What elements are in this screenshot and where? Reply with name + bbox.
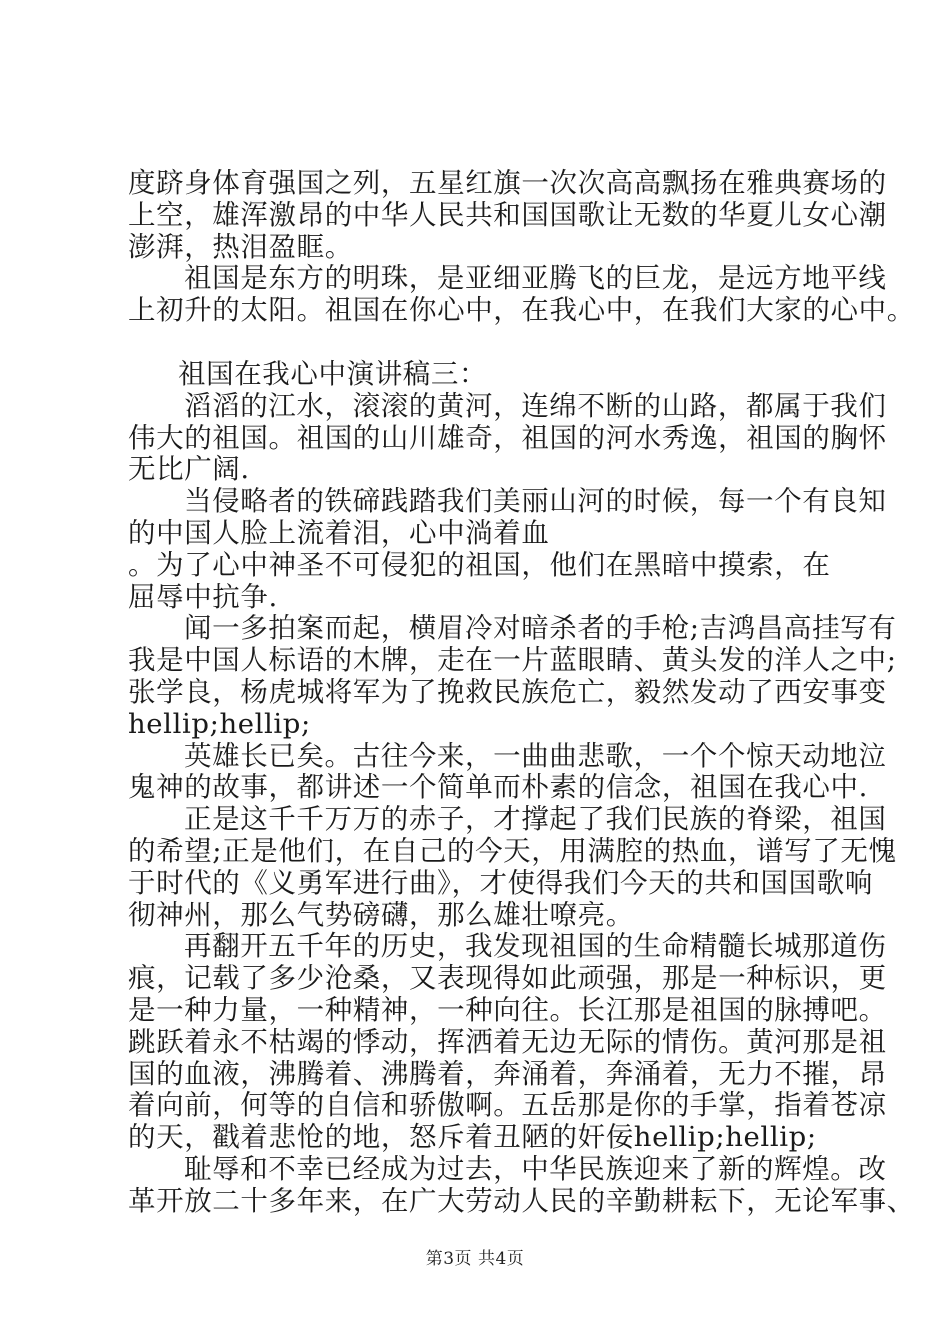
text-line: 上空，雄浑激昂的中华人民共和国国歌让无数的华夏儿女心潮 xyxy=(128,198,887,231)
text-line: 彻神州，那么气势磅礴，那么雄壮嘹亮。 xyxy=(128,898,634,931)
text-line: 革开放二十多年来，在广大劳动人民的辛勤耕耘下，无论军事、 xyxy=(128,1184,915,1217)
text-line: 的希望;正是他们，在自己的今天，用满腔的热血，谱写了无愧 xyxy=(128,834,897,867)
text-line: 于时代的《义勇军进行曲》，才使得我们今天的共和国国歌响 xyxy=(128,866,873,899)
page-footer: 第3页 共4页 xyxy=(425,1249,525,1269)
text-line: 国的血液，沸腾着、沸腾着，奔涌着，奔涌着，无力不摧，昂 xyxy=(128,1057,887,1090)
blank-line xyxy=(128,327,858,359)
text-line: 上初升的太阳。祖国在你心中，在我心中，在我们大家的心中。 xyxy=(128,294,915,327)
text-line: 是一种力量，一种精神，一种向往。长江那是祖国的脉搏吧。 xyxy=(128,993,887,1026)
paragraph-block xyxy=(128,167,915,327)
text-line: 我是中国人标语的木牌，走在一片蓝眼睛、黄头发的洋人之中; xyxy=(128,644,897,677)
text-line: 无比广阔. xyxy=(128,453,250,486)
text-line: hellip;hellip; xyxy=(128,707,311,740)
text-line: 澎湃，热泪盈眶。 xyxy=(128,230,353,263)
text-line: 耻辱和不幸已经成为过去，中华民族迎来了新的辉煌。改 xyxy=(184,1152,887,1185)
text-line: 着向前，何等的自信和骄傲啊。五岳那是你的手掌，指着苍凉 xyxy=(128,1089,887,1122)
text-line: 鬼神的故事，都讲述一个简单而朴素的信念，祖国在我心中. xyxy=(128,771,868,804)
text-line: 正是这千千万万的赤子，才撑起了我们民族的脊梁，祖国 xyxy=(184,803,887,836)
text-line: 祖国是东方的明珠，是亚细亚腾飞的巨龙，是远方地平线 xyxy=(184,262,887,295)
text-line: 再翻开五千年的历史，我发现祖国的生命精髓长城那道伤 xyxy=(184,930,887,963)
text-line: 的天，戳着悲怆的地，怒斥着丑陋的奸佞hellip;hellip; xyxy=(128,1121,817,1154)
paragraph-block xyxy=(128,389,915,1218)
text-line: 当侵略者的铁碲践踏我们美丽山河的时候，每一个有良知 xyxy=(184,485,887,518)
text-line: 。为了心中神圣不可侵犯的祖国，他们在黑暗中摸索，在 xyxy=(128,548,831,581)
text-line: 张学良，杨虎城将军为了挽救民族危亡，毅然发动了西安事变 xyxy=(128,675,887,708)
section-heading: 祖国在我心中演讲稿三： xyxy=(178,357,488,390)
document-body xyxy=(128,167,915,1218)
text-line: 的中国人脸上流着泪，心中淌着血 xyxy=(128,516,550,549)
text-line: 伟大的祖国。祖国的山川雄奇，祖国的河水秀逸，祖国的胸怀 xyxy=(128,421,887,454)
text-line: 滔滔的江水，滚滚的黄河，连绵不断的山路，都属于我们 xyxy=(184,389,887,422)
text-line: 度跻身体育强国之列，五星红旗一次次高高飘扬在雅典赛场的 xyxy=(128,167,887,199)
text-line: 屈辱中抗争. xyxy=(128,580,278,613)
text-line: 痕，记载了多少沧桑，又表现得如此顽强，那是一种标识，更 xyxy=(128,962,887,995)
text-line: 英雄长已矣。古往今来，一曲曲悲歌，一个个惊天动地泣 xyxy=(184,739,887,772)
text-line: 闻一多拍案而起，横眉冷对暗杀者的手枪;吉鸿昌高挂写有 xyxy=(184,612,897,645)
text-line: 跳跃着永不枯竭的悸动，挥洒着无边无际的情伤。黄河那是祖 xyxy=(128,1025,887,1058)
